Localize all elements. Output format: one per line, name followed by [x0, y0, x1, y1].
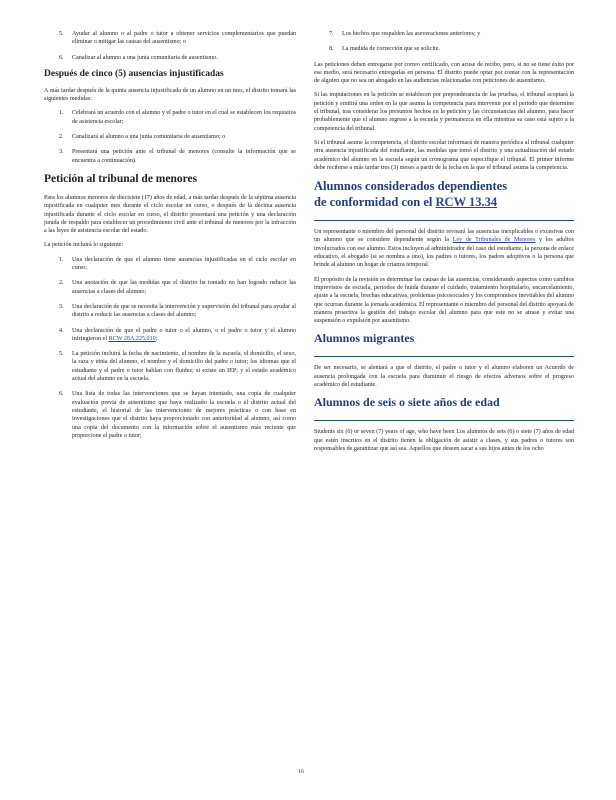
list-item	[44, 256, 296, 273]
paragraph-competencia: Si el tribunal asume la competencia, el distrito escolar informará de manera periódica al tribunal cualquier otra ausencia injustificada del estudiante, las medidas que tomó el distrito y una actualización del estado académico del alumno en la escuela según un cronograma que especifique el tribunal. El primer informe debe recibirse a más tardar tres (3) meses a partir de la fecha en la que el tribunal asuma la competencia.	[314, 139, 574, 171]
list-continued-top	[44, 30, 296, 62]
page-number: 16	[298, 769, 304, 775]
list-item-number: 5.	[59, 351, 64, 358]
heading-dependientes-line2	[314, 194, 574, 210]
left-column	[44, 30, 296, 447]
list-item	[314, 45, 574, 53]
heading-rule	[314, 356, 574, 357]
list-item-number: 1.	[59, 256, 64, 263]
paragraph-imputaciones: Si las imputaciones en la petición se establecen por preponderancia de las pruebas, el tribunal acoptará la petición y emitirá una orden en la que asuma la competencia para intervenir por el periodo que determine el tribunal, tras considerar los presuntos hechos en la petición y las circunstancias del alumno, para hacer probablemente que el alumno regrese a la escuela y permanezca en ella mientras su caso está sujeto a la competencia del tribunal.	[314, 92, 574, 132]
list-item-text: Canalizará al alumno a una junta comunitaria de ausentismo; o	[72, 134, 226, 141]
list-item-number: 8.	[329, 46, 334, 53]
heading-seis-siete: Alumnos de seis o siete años de edad	[314, 395, 500, 410]
list-item-number: 3.	[59, 149, 64, 156]
heading-dependientes-line1: Alumnos considerados dependientes	[314, 179, 508, 194]
list-item-text: Una lista de todas las intervenciones que se hayan intentado, una copia de cualquier evaluación previa de ausentismo que haya realizado la escuela o el distrito actual del estudiante, el historial de las intervenciones de mejores prácticas o con base en investigaciones que el distrito haya proporcionado con anterioridad al alumno, así como una copia del documento con la información sobre el ausentismo más reciente que proporcione el padre o tutor;	[72, 391, 296, 439]
list-item-text: Celebrará un acuerdo con el alumno y el padre o tutor en el cual se establecen los requisitos de asistencia escolar;	[72, 110, 296, 125]
heading-peticion-tribunal: Petición al tribunal de menores	[44, 172, 198, 185]
list-item	[44, 390, 296, 440]
list-item-number: 6.	[59, 54, 64, 61]
list-item-number: 4.	[59, 327, 64, 334]
list-item-text: Una anotación de que las medidas que el distrito ha tomado no han logrado reducir las ausencias a clases del alumno;	[72, 280, 296, 295]
dep1-text-a: Un representante o miembro del personal del distrito revisará las ausencias inexplicables o excesivas con un alumno que se considere dependiente según la	[314, 229, 574, 244]
list-item-number: 6.	[59, 391, 64, 398]
list-item	[44, 148, 296, 165]
list-item	[44, 109, 296, 126]
list-item-text: La petición incluirá la fecha de nacimiento, el nombre de la escuela, el domicilio, el sexo, la raza y etnia del alumno, el nombre y el domicilio del padre o tutor; los idiomas que el estudiante y el padre o tutor hablan con fluidez; si existe un IEP; y el estado académico actual del alumno en la escuela.	[72, 351, 296, 383]
list-item-text: Una declaración de que el alumno tiene ausencias injustificadas en el ciclo escolar en curso;	[72, 256, 296, 272]
list-item-number: 2.	[59, 280, 64, 287]
list-item	[44, 133, 296, 141]
list-item-text: Una declaración de que se necesita la intervención y supervisión del tribunal para ayudar al distrito a reducir las ausencias a clases del alumno;	[72, 303, 296, 319]
list-item	[44, 303, 296, 320]
list-item-text: La medida de corrección que se solicite.	[342, 46, 440, 53]
heading-dependientes-text: de conformidad con el	[314, 195, 436, 210]
list-item	[44, 279, 296, 296]
list-peticion	[44, 256, 296, 440]
list-item-text: Los hechos que respalden las aseveraciones anteriores; y	[342, 31, 481, 37]
heading-migrantes: Alumnos migrantes	[314, 331, 415, 346]
heading-rule	[314, 220, 574, 221]
list-item-number: 5.	[59, 31, 64, 37]
list-item-number: 3.	[59, 303, 64, 310]
list-five-absences	[44, 109, 296, 164]
list-item-number: 2.	[59, 134, 64, 141]
rcw-28a-225-010-link[interactable]: RCW 28A.225.010	[108, 335, 156, 342]
heading-dependientes	[314, 178, 574, 210]
ley-tribunales-menores-link[interactable]: Ley de Tribunales de Menores	[452, 237, 536, 244]
paragraph-peticion: Para los alumnos menores de diecisiete (17) años de edad, a más tardar después de la séptima ausencia injustificada en cualquier mes durante el ciclo escolar en curso, o después de la décima ausencia injustificada durante el ciclo escolar en curso, el distrito presentará una petición y una declaración jurada de respaldo para establecer un procedimiento civil ante el tribunal de menores por la infracción a las leyes de asistencia escolar del estado.	[44, 194, 296, 235]
right-column	[314, 30, 574, 459]
list-item	[44, 350, 296, 383]
list-item-text: Presentará una petición ante el tribunal de menores (consulte la información que se encuentra a continuación).	[72, 149, 296, 164]
dep1-text-b: y los adultos involucrados con ese alumno. Estos incluyen al administrador del caso del estudiante, la persona de enlace educativo, el abogado (si se nombra a uno), los padres o tutores, los padres adoptivos o la persona que brinde al alumno un hogar de crianza temporal.	[314, 237, 574, 269]
list-item-text: Una declaración de que el padre o tutor o el alumno, o el padre o tutor y el alumno infringieron el	[72, 327, 296, 342]
list-item-number: 1.	[59, 110, 64, 117]
paragraph-migrantes: De ser necesario, se alentará a que el distrito, el padre o tutor y el alumno elaboren un Acuerdo de ausencia prolongada con la escuela para disminuir el riesgo de efectos adversos sobre el progreso académico del estudiante.	[314, 365, 574, 389]
paragraph-seis-siete: Students six (6) or seven (7) years of age, who have been Los alumnos de seis (6) o siete (7) años de edad que estén inscritos en el distrito tienen la obligación de asistir a clases, y sus padres o tutores son responsables de garantizar que así sea. Aquellos que deseen sacar a sus hijos antes de los ocho	[314, 429, 574, 452]
heading-five-absences: Después de cinco (5) ausencias injustificadas	[44, 68, 224, 79]
paragraph-dependientes-1	[314, 228, 574, 269]
list-item	[44, 327, 296, 344]
list-item-number: 7.	[329, 31, 334, 37]
peticion-incluira: La petición incluirá lo siguiente:	[44, 242, 124, 249]
list-item	[44, 30, 296, 47]
list-continued-right	[314, 30, 574, 54]
rcw-13-34-link[interactable]: RCW 13.34	[435, 195, 498, 210]
list-item	[314, 30, 574, 38]
list-item-text: Ayudar al alumno o al padre o tutor a obtener servicios complementarios que puedan eliminar o mitigar las causas del ausentismo; o	[72, 31, 296, 46]
list-item-text: Canalizar al alumno a una junta comunitaria de ausentismo.	[72, 54, 218, 61]
list-item-text-end: ;	[155, 335, 158, 342]
list-item	[44, 54, 296, 62]
intro-five-absences: A más tardar después de la quinta ausencia injustificada de un alumno en un mes, el distrito tomará las siguientes medidas:	[44, 87, 296, 103]
paragraph-correo: Las peticiones deben entregarse por correo certificado, con acuse de recibo, pero, si no se tiene éxito por ese medio, será necesario entregarlas en persona. El distrito puede optar por contar con la representación de alguien que no sea un abogado en las audiencias relacionadas con peticiones de ausentismo.	[314, 61, 574, 85]
paragraph-dependientes-2: El propósito de la revisión es determinar las causas de las ausencias, considerando aspectos como cambios imprevistos de escuela, periodos de huida durante el cuidado, tratamiento hospitalario, encarcelamiento, ajuste a la escuela, brechas educativas, problemas psicosociales y los compromisos inevitables del alumno que ocurran durante la jornada académica. El representante o miembro del personal del distrito apoyará de manera proactiva la gestión del trabajo escolar del alumno para que este no se atrase y evitar una suspensión o expulsión por ausentismo.	[314, 276, 574, 325]
heading-rule	[314, 420, 574, 421]
